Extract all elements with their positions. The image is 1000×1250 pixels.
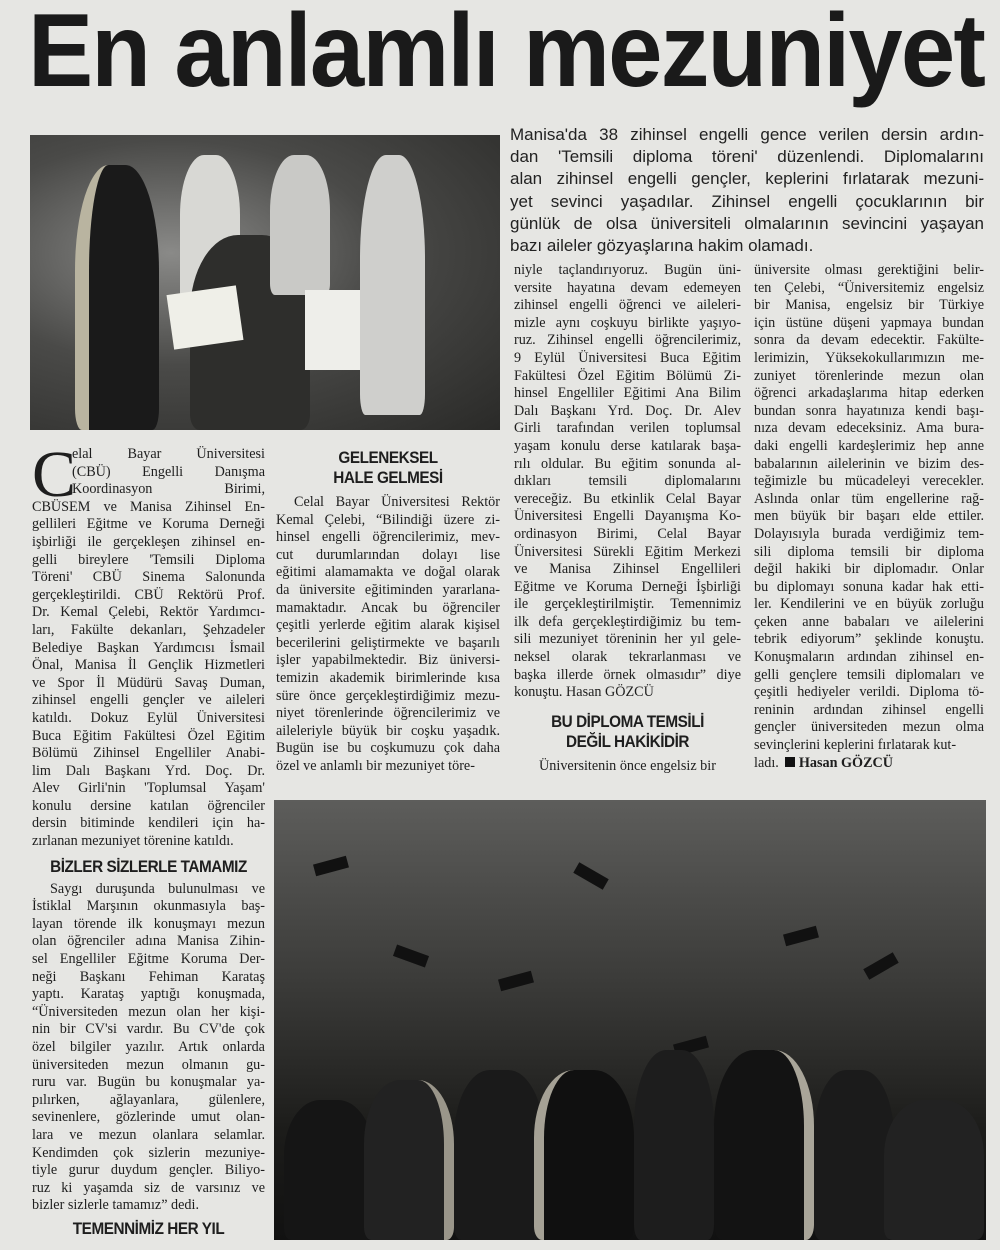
text-line: üniversite olması gerektiğini belir- (754, 262, 984, 278)
text-line: Saygı duruşunda bulunulması ve (50, 880, 265, 897)
text-line: başka illerde örnek olmasıdır” diye (514, 666, 741, 683)
text-line: hinsel Engelliler Eğitimi Ana Bilim (514, 385, 741, 402)
text-line: için üstüne düşeni yapmaya bundan (754, 314, 984, 331)
text-line: özel bilgiler yazılır. Artık onlarda (32, 1039, 265, 1055)
text-line: işler yapabilmektedir. Biz üniversi- (276, 652, 500, 669)
text-line: özel ve anlamlı bir mezuniyet töre- (276, 757, 475, 774)
text-line: ordinasyon Birimi, Celal Bayar (514, 525, 741, 542)
column-3 (514, 262, 741, 775)
text-line: reninin ardından zihinsel engelli (754, 701, 984, 718)
text-line: daki engelli kardeşlerimiz hep anne (754, 437, 984, 454)
text-line: mizle aynı coşkuyu birlikte yaşıyo- (514, 314, 741, 331)
text-line: Koordinasyon Birimi, (72, 481, 265, 498)
column-1 (32, 446, 265, 1239)
body-paragraph (754, 262, 984, 755)
text-line: dan 'Temsili diploma töreni' düzenlendi. Diplomalarını (510, 147, 984, 167)
subheading-line: DEĞİL HAKİKİDİR (565, 731, 690, 751)
text-line: Girli tarafından verilen toplumsal (514, 420, 741, 437)
text-line: Konuşmaların ardından zihinsel en- (754, 649, 984, 666)
text-line: sevinçlerini keplerini fırlatarak kut- (754, 737, 957, 754)
text-line: rılı oldular. Bu eğitim sonunda al- (514, 455, 741, 472)
text-line: Buca Eğitim Fakültesi Özel Eğitim (32, 727, 265, 744)
text-line: versite hayatına devam edemeyen (514, 279, 741, 296)
text-line: çeken anne babaları ve ailelerini (754, 613, 984, 630)
text-line: gelli bireylere 'Temsili Diploma (32, 551, 265, 568)
text-line: dıkları temsili diplomalarını (514, 473, 741, 490)
text-line: Üniversitesi Engelli Dayanışma Ko- (514, 508, 741, 525)
text-line: zırlanan mezuniyet törenine katıldı. (32, 833, 234, 850)
subheading-line: GELENEKSEL (338, 448, 438, 467)
text-line: neği Başkanı Fehiman Karataş (32, 968, 265, 985)
text-line: 9 Eylül Üniversitesi Buca Eğitim (514, 349, 741, 366)
subheading-line: BU DİPLOMA TEMSİLİ (551, 711, 704, 731)
text-line: Celal Bayar Üniversitesi Rektör (294, 494, 500, 510)
text-line: bu diplomayı sonuna kadar hak etti- (754, 578, 984, 595)
text-line: Töreni' CBÜ Sinema Salonunda (32, 569, 265, 586)
text-line: Dolayısıyla burada verdiğimiz tem- (754, 525, 984, 542)
text-line: çeşitli hediyeler verildi. Diploma tö- (754, 684, 984, 701)
text-line: Bugün ise bu coşkumuzu çok daha (276, 740, 500, 757)
text-line: ları, Fakülte dekanları, Şehzadeler (32, 621, 265, 638)
text-line: lerimizin, Yüksekokullarımızın me- (754, 349, 984, 366)
text-line: gelli gençlere temsili diplomaları ve (754, 666, 984, 683)
text-line: (CBÜ) Engelli Danışma (72, 463, 265, 480)
text-line: dersin bitiminde kendileri için ha- (32, 815, 265, 832)
text-line: Önal, Manisa İl Gençlik Hizmetleri (32, 657, 265, 674)
text-line: yaşam konulu derse katılarak başa- (514, 437, 741, 454)
text-line: babalarının ailelerinin ve bizim des- (754, 455, 984, 472)
text-line: da üniversite eğitiminden yararlana- (276, 581, 500, 598)
text-line: sevinenlere, gözlerinde umut olan- (32, 1109, 265, 1126)
column-2 (276, 448, 500, 776)
text-line: zihinsel engelli öğrenci ve aileleri- (514, 297, 741, 314)
text-line: nıza devam edeceksiniz. Ama bura- (754, 420, 984, 437)
text-line: layan törende ilk konuşmayı mezun (32, 915, 265, 932)
text-line: süre önce gerçekleştirdiğimiz mezu- (276, 687, 500, 704)
subheading-bu-diploma-temsili (525, 712, 729, 752)
body-line: Üniversitenin önce engelsiz bir (539, 757, 716, 774)
text-line: aileleriyle büyük bir coşku yaşadık. (276, 722, 500, 739)
diploma-ceremony-photo (30, 135, 500, 430)
text-line: Üniversitesi Sürekli Eğitim Merkezi (514, 543, 741, 560)
text-line: işbirliği ile gerçekleşen zihinsel en- (32, 533, 265, 550)
text-line: ve Spor İl Müdürü Savaş Duman, (32, 674, 265, 691)
text-line: gellileri Eğitme ve Koruma Derneği (32, 516, 265, 533)
text-line: niyet törenlerinde öğrencilerimiz ve (276, 705, 500, 722)
text-line: İstiklal Marşının okunmasıyla baş- (32, 898, 265, 915)
text-line: Dalı Başkanı Yrd. Doç. Dr. Alev (514, 402, 741, 419)
text-line: hinsel engelli öğrencilerimiz, mev- (276, 529, 500, 546)
text-line: günlük de olsa üniversiteli olmalarının sevincini yaşayan (510, 213, 984, 233)
headline: En anlamlı mezuniyet (28, 0, 984, 109)
text-line: Alev Girli'nin 'Toplumsal Yaşam' (32, 780, 265, 797)
intro-paragraph (32, 446, 265, 851)
text-line: yet sevinci yaşadılar. Zihinsel engelli çocuklarının bir (510, 191, 984, 211)
text-line: zihinsel engelli gençler ve aileleri (32, 692, 265, 709)
text-line: vereceğiz. Bu etkinlik Celal Bayar (514, 490, 741, 507)
text-line: zuniyet törenlerinde mezun olan (754, 367, 984, 384)
body-paragraph (276, 494, 500, 776)
text-line: men büyük bir başarı elde ettiler. (754, 508, 984, 525)
text-line: olan öğrenciler adına Manisa Zihin- (32, 933, 265, 950)
text-line: ile gerçekleştirilmiştir. Temennimiz (514, 596, 741, 613)
end-mark-icon (785, 757, 795, 767)
byline: Hasan GÖZCÜ (798, 754, 894, 771)
text-line: tiyle gurur duydum gençler. Biliyo- (32, 1162, 265, 1179)
text-line: bizler sizlerle tamamız” dedi. (32, 1197, 200, 1214)
text-line: ruz ki yaşamda siz de varsınız ve (32, 1179, 265, 1196)
text-line: ve Manisa Zihinsel Engellileri (514, 561, 741, 578)
text-line: Kemal Çelebi, “Bilindiği üzere zi- (276, 511, 500, 528)
text-line: Eğitme ve Koruma Derneği İşbirliği (514, 578, 741, 595)
drop-cap: C (32, 438, 77, 511)
text-line: sonra da devam edecektir. Fakülte- (754, 332, 984, 349)
body-paragraph (514, 262, 741, 702)
text-line: Belediye Başkan Yardımcısı İsmail (32, 639, 265, 656)
column-4 (754, 262, 984, 772)
text-line: gençler üniversiteden mezun olma (754, 719, 984, 736)
text-line: katıldı. Dokuz Eylül Üniversitesi (32, 709, 265, 726)
body-paragraph (32, 881, 265, 1215)
text-line: Manisa'da 38 zihinsel engelli gence verilen dersin ardın- (510, 125, 984, 144)
text-line: yaptı. Karataş yaptığı konuşmada, (32, 986, 265, 1003)
text-line: konulu dersine katılan öğrenciler (32, 797, 265, 814)
last-line: ladı. (754, 754, 779, 771)
text-line: alan zihinsel engelli gençler, keplerini fırlatarak mezuni- (510, 169, 984, 189)
text-line: değil hakiki bir diplomadır. Onlar (754, 561, 984, 578)
text-line: gerçekleştirildi. CBÜ Rektörü Prof. (32, 586, 265, 603)
text-line: ten Çelebi, “Üniversitemiz engelsiz (754, 279, 984, 296)
text-line: ruru var. Bugün bu konuşmalar ya- (32, 1074, 265, 1091)
text-line: öğrenci arkadaşlarıma hitap ederken (754, 385, 984, 402)
closing-line (754, 755, 984, 773)
text-line: tebrik ediyorum” şeklinde konuştu. (754, 631, 984, 648)
text-line: CBÜSEM ve Manisa Zihinsel En- (32, 498, 265, 515)
text-line: pılırken, ağlayanlara, gülenlere, (32, 1091, 265, 1108)
text-line: teğimizle bu mücadeleyi verecekler. (754, 473, 984, 490)
text-line: Dr. Kemal Çelebi, Rektör Yardımcı- (32, 604, 265, 621)
text-line: Fakültesi Özel Eğitim Bölümü Zi- (514, 367, 741, 384)
subheading-geleneksel-hale-gelmesi (287, 448, 489, 488)
subheading-line: HALE GELMESİ (333, 468, 443, 487)
text-line: lara ve mezun olanlara selamlar. (32, 1126, 265, 1143)
text-line: Kendimden çok sizlerin mezuniye- (32, 1144, 265, 1161)
text-line: temizin akademik birimlerinde kısa (276, 669, 500, 686)
text-line: bundan sonra hayatınıza kendi başı- (754, 402, 984, 419)
text-line: becerilerini geliştirmekte ve başarılı (276, 634, 500, 651)
text-line: üniversiteden mezun olmanın gu- (32, 1056, 265, 1073)
text-line: sel Engelliler Eğitme Koruma Der- (32, 951, 265, 968)
text-line: elal Bayar Üniversitesi (72, 446, 265, 462)
text-line: bir Manisa, engelsiz bir Türkiye (754, 297, 984, 314)
text-line: ilk defa gerçekleştirdiğimiz bu tem- (514, 613, 741, 630)
text-line: ler. Kendilerini ve en büyük zorluğu (754, 596, 984, 613)
lead-paragraph (510, 124, 984, 257)
text-line: mamaktadır. Ancak bu öğrenciler (276, 599, 500, 616)
text-line: bazı aileler gözyaşlarına hakim olamadı. (510, 236, 814, 256)
subheading-temennimiz-her-yil: TEMENNİMİZ HER YIL (72, 1218, 225, 1238)
text-line: “Üniversiteden mezun olan her kişi- (32, 1003, 265, 1020)
text-line: çeşitli yerlerde eğitim alarak kişisel (276, 617, 500, 634)
text-line: cut durumlarından dolayı lise (276, 546, 500, 563)
subheading-bizler-sizlerle-tamamiz: BİZLER SİZLERLE TAMAMIZ (50, 856, 247, 876)
cap-toss-photo (274, 800, 986, 1240)
text-line: Bölümü Zihinsel Engelliler Anabi- (32, 745, 265, 762)
text-line: eğitimi alamamakta ve doğal olarak (276, 564, 500, 581)
text-line: sili mezuniyet töreninin her yıl gele- (514, 631, 741, 648)
text-line: sili diploma temsili bir diploma (754, 543, 984, 560)
text-line: ruz. Zihinsel engelli öğrencilerimiz, (514, 332, 741, 349)
text-line: niyle taçlandırıyoruz. Bugün üni- (514, 262, 741, 278)
text-line: neksel olarak tekrarlanması ve (514, 649, 741, 666)
text-line: lim Dalı Başkanı Yrd. Doç. Dr. (32, 762, 265, 779)
text-line: nin bir CV'si vardır. Bu CV'de çok (32, 1021, 265, 1038)
text-line: Aslında onlar tüm engellerine rağ- (754, 490, 984, 507)
text-line: konuştu. Hasan GÖZCÜ (514, 684, 654, 701)
